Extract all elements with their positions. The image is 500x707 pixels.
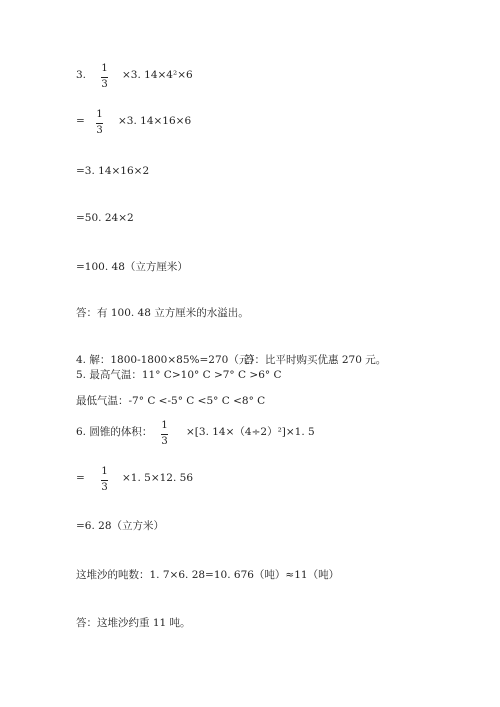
- fraction-3-numerator: 1: [161, 420, 168, 431]
- line-3: =3. 14×16×2: [76, 165, 150, 177]
- line-11-expression: ×1. 5×12. 56: [122, 472, 194, 484]
- fraction-4-denominator: 3: [101, 482, 108, 493]
- fraction-2: [96, 110, 103, 136]
- problem-4-solution: 4. 解：1800-1800×85%=270（元）: [76, 354, 260, 366]
- fraction-4-numerator: 1: [101, 466, 108, 477]
- fraction-3-bar: [161, 434, 168, 435]
- answer-4: 答：比平时购买优惠 270 元。: [244, 354, 387, 366]
- line-5: =100. 48（立方厘米）: [76, 261, 188, 273]
- line-2-expression: ×3. 14×16×6: [118, 115, 192, 127]
- line-4: =50. 24×2: [76, 212, 134, 224]
- fraction-1-bar: [101, 77, 108, 78]
- line-10-prefix: 6. 圆锥的体积：: [76, 426, 153, 438]
- fraction-2-bar: [96, 123, 103, 124]
- fraction-2-numerator: 1: [96, 109, 103, 120]
- fraction-3-denominator: 3: [161, 436, 168, 447]
- line-11-prefix: =: [76, 472, 85, 484]
- line-12: =6. 28（立方米）: [76, 520, 165, 532]
- line-2-prefix: =: [76, 115, 85, 127]
- problem-5-highest: 5. 最高气温：11° C>10° C >7° C >6° C: [76, 369, 282, 381]
- answer-1: 答：有 100. 48 立方厘米的水溢出。: [76, 307, 249, 319]
- fraction-2-denominator: 3: [96, 125, 103, 136]
- fraction-1-denominator: 3: [101, 79, 108, 90]
- sand-tonnage: 这堆沙的吨数：1. 7×6. 28=10. 676（吨）≈11（吨）: [76, 569, 340, 581]
- fraction-1: [101, 64, 108, 90]
- line-1-expression: ×3. 14×4²×6: [122, 69, 193, 81]
- fraction-3: [161, 421, 168, 447]
- answer-6: 答：这堆沙约重 11 吨。: [76, 617, 191, 629]
- line-10-expression: ×[3. 14×（4÷2）²]×1. 5: [186, 426, 315, 438]
- fraction-1-numerator: 1: [101, 63, 108, 74]
- line-1-prefix: 3.: [76, 69, 87, 81]
- fraction-4: [101, 467, 108, 493]
- problem-5-lowest: 最低气温：-7° C <-5° C <5° C <8° C: [76, 395, 266, 407]
- fraction-4-bar: [101, 480, 108, 481]
